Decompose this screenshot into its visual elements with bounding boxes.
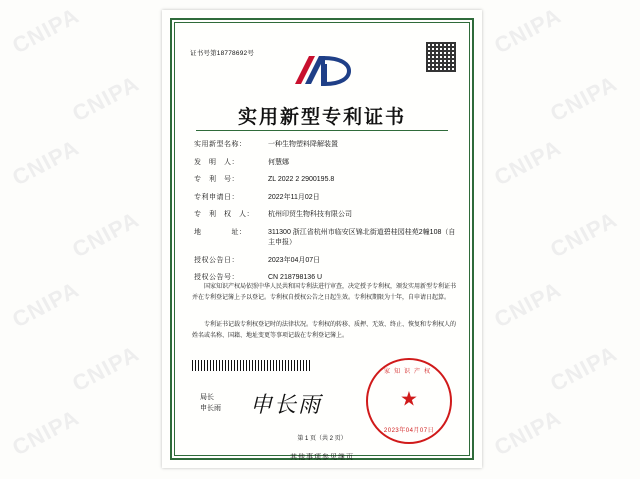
certificate-number: 证书号第18778692号 <box>190 50 255 57</box>
barcode <box>192 360 310 371</box>
legal-paragraph-2: 专利证书记载专利权登记时的法律状况。专利权的转移、质押、无效、终止、恢复和专利权人的姓名或名称、国籍、地址变更等事项记载在专利登记簿上。 <box>192 322 457 339</box>
corner-ornament-top-left <box>170 18 186 34</box>
field-row <box>194 228 456 249</box>
page-title: 实用新型专利证书 <box>237 106 406 128</box>
field-row <box>194 140 456 151</box>
qr-code-icon <box>426 42 456 72</box>
title-divider <box>196 130 448 131</box>
watermark-text: CNIPA <box>490 2 566 59</box>
field-value: 一种生物塑料降解装置 <box>268 141 338 148</box>
watermark-text: CNIPA <box>546 206 622 263</box>
watermark-text: CNIPA <box>68 206 144 263</box>
legal-paragraph-1: 国家知识产权局依照中华人民共和国专利法进行审查，决定授予专利权，颁发实用新型专利证书并在专利登记簿上予以登记。专利权自授权公告之日起生效。专利权期限为十年，自申请日起算。 <box>192 284 457 301</box>
field-value: 2023年04月07日 <box>268 256 321 264</box>
seal-star-icon: ★ <box>400 388 418 411</box>
watermark-text: CNIPA <box>546 70 622 127</box>
cnipa-logo-icon <box>289 54 355 88</box>
field-value: 311300 浙江省杭州市临安区锦北街道碧桂园桂苑2幢108（自主申报） <box>268 228 456 246</box>
field-label: 专 利 号： <box>194 176 239 183</box>
field-value: 杭州印贸生物科技有限公司 <box>268 211 352 218</box>
seal-date: 2023年04月07日 <box>383 428 435 434</box>
field-label: 专利申请日： <box>194 193 239 201</box>
field-row <box>194 210 456 221</box>
field-value: 何慧娜 <box>268 158 289 166</box>
field-value: 2022年11月02日 <box>268 193 320 201</box>
watermark-text: CNIPA <box>68 70 144 127</box>
field-label: 授权公告号： <box>194 274 239 281</box>
certificate-fields <box>194 140 456 291</box>
watermark-text: CNIPA <box>546 340 622 397</box>
field-label: 实用新型名称： <box>194 141 247 148</box>
signer-name: 申长雨 <box>200 405 221 413</box>
field-value: CN 218798136 U <box>268 274 323 281</box>
field-label: 地 址： <box>194 228 247 236</box>
handwritten-signature: 申长雨 <box>250 393 323 418</box>
field-label: 授权公告日： <box>194 256 239 264</box>
field-value: ZL 2022 2 2900195.8 <box>268 176 335 183</box>
field-label: 发 明 人： <box>194 158 239 166</box>
certificate-sheet <box>162 10 482 468</box>
watermark-text: CNIPA <box>8 2 84 59</box>
signer-block <box>200 392 221 414</box>
watermark-text: CNIPA <box>490 134 566 191</box>
watermark-text: CNIPA <box>68 340 144 397</box>
watermark-text: CNIPA <box>8 276 84 333</box>
signer-title: 局长 <box>200 394 214 401</box>
watermark-text: CNIPA <box>490 276 566 333</box>
watermark-text: CNIPA <box>490 404 566 461</box>
field-row <box>194 193 456 204</box>
seal-ring-text: 家知识产权 <box>383 369 434 375</box>
field-label: 专 利 权 人： <box>194 211 254 218</box>
page-number: 第 1 页（共 2 页） <box>297 436 347 442</box>
corner-ornament-top-right <box>458 18 474 34</box>
official-seal <box>366 358 452 444</box>
field-row <box>194 256 456 267</box>
field-row <box>194 158 456 169</box>
watermark-text: CNIPA <box>8 404 84 461</box>
watermark-text: CNIPA <box>8 134 84 191</box>
footer-note: 其他事项参见继页 <box>290 454 354 461</box>
field-row <box>194 175 456 186</box>
